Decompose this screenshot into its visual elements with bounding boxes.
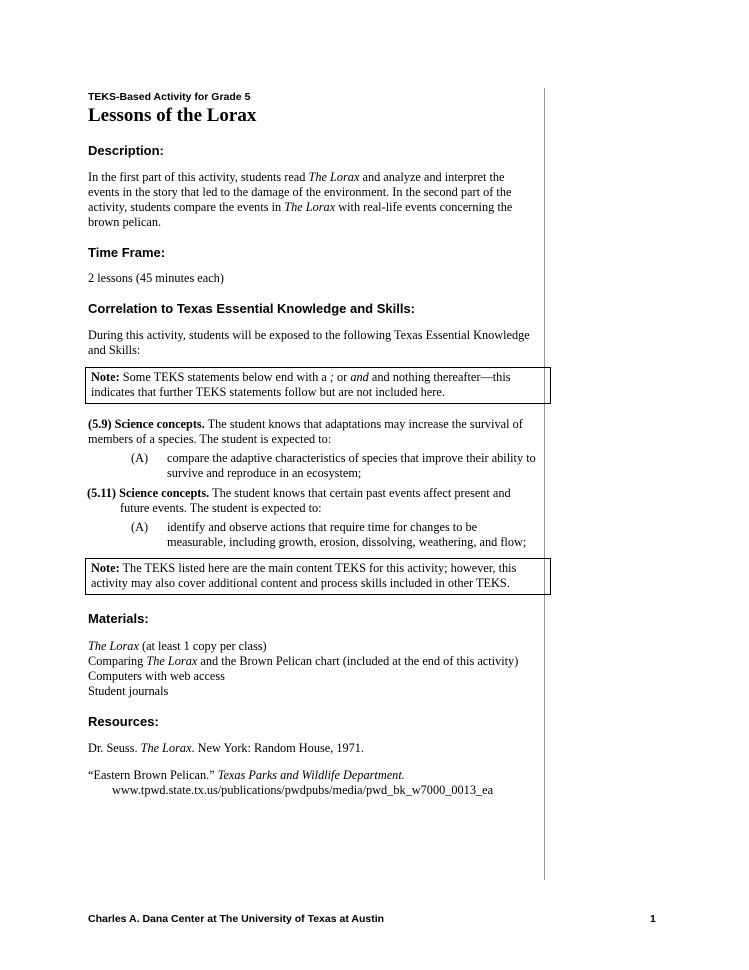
margin-rule: [544, 88, 545, 880]
page-number: 1: [650, 913, 656, 925]
teks-5-9-item-a: (A) compare the adaptive characteristics of species that improve their ability to survive and reproduce in an ecosystem;: [131, 451, 536, 480]
teks-note-box: Note: Some TEKS statements below end with a ; or and and nothing thereafter—this indicates that further TEKS statements follow but are not included here.: [85, 367, 551, 404]
correlation-heading: Correlation to Texas Essential Knowledge and Skills:: [88, 301, 416, 316]
page-title: Lessons of the Lorax: [88, 105, 257, 126]
activity-kicker: TEKS-Based Activity for Grade 5: [88, 91, 251, 103]
materials-heading: Materials:: [88, 611, 149, 626]
material-item: The Lorax (at least 1 copy per class): [88, 639, 267, 653]
description-heading: Description:: [88, 143, 164, 158]
resources-heading: Resources:: [88, 714, 159, 729]
resource-item: “Eastern Brown Pelican.” Texas Parks and Wildlife Department.: [88, 768, 405, 782]
teks-5-9-statement: (5.9) Science concepts. The student knows that adaptations may increase the survival of members of a species. The student is expected to:: [88, 417, 523, 446]
description-text: In the first part of this activity, students read The Lorax and analyze and interpret the events in the story that led to the damage of the environment. In the second part of the activity, students compare the events in The Lorax with real-life events concerning the brown pelican.: [88, 170, 513, 229]
teks-main-note-box: Note: The TEKS listed here are the main content TEKS for this activity; however, this activity may also cover additional content and process skills included in other TEKS.: [85, 558, 551, 595]
teks-5-11-statement: (5.11) Science concepts. The student knows that certain past events affect present and future events. The student is expected to:: [87, 486, 511, 515]
time-frame-text: 2 lessons (45 minutes each): [88, 271, 224, 285]
material-item: Comparing The Lorax and the Brown Pelican chart (included at the end of this activity): [88, 654, 519, 668]
main-column: [88, 91, 538, 798]
materials-list: [88, 639, 538, 699]
resource-item: Dr. Seuss. The Lorax. New York: Random House, 1971.: [88, 741, 365, 755]
time-frame-heading: Time Frame:: [88, 245, 166, 260]
material-item: Computers with web access: [88, 669, 225, 683]
footer-organization: Charles A. Dana Center at The University of Texas at Austin: [88, 913, 385, 925]
resource-url: www.tpwd.state.tx.us/publications/pwdpubs/media/pwd_bk_w7000_0013_ea: [112, 783, 494, 797]
material-item: Student journals: [88, 684, 169, 698]
correlation-intro: During this activity, students will be exposed to the following Texas Essential Knowledge and Skills:: [88, 328, 530, 357]
teks-5-11-item-a: (A) identify and observe actions that require time for changes to be measurable, including growth, erosion, dissolving, weathering, and flow;: [131, 520, 527, 549]
